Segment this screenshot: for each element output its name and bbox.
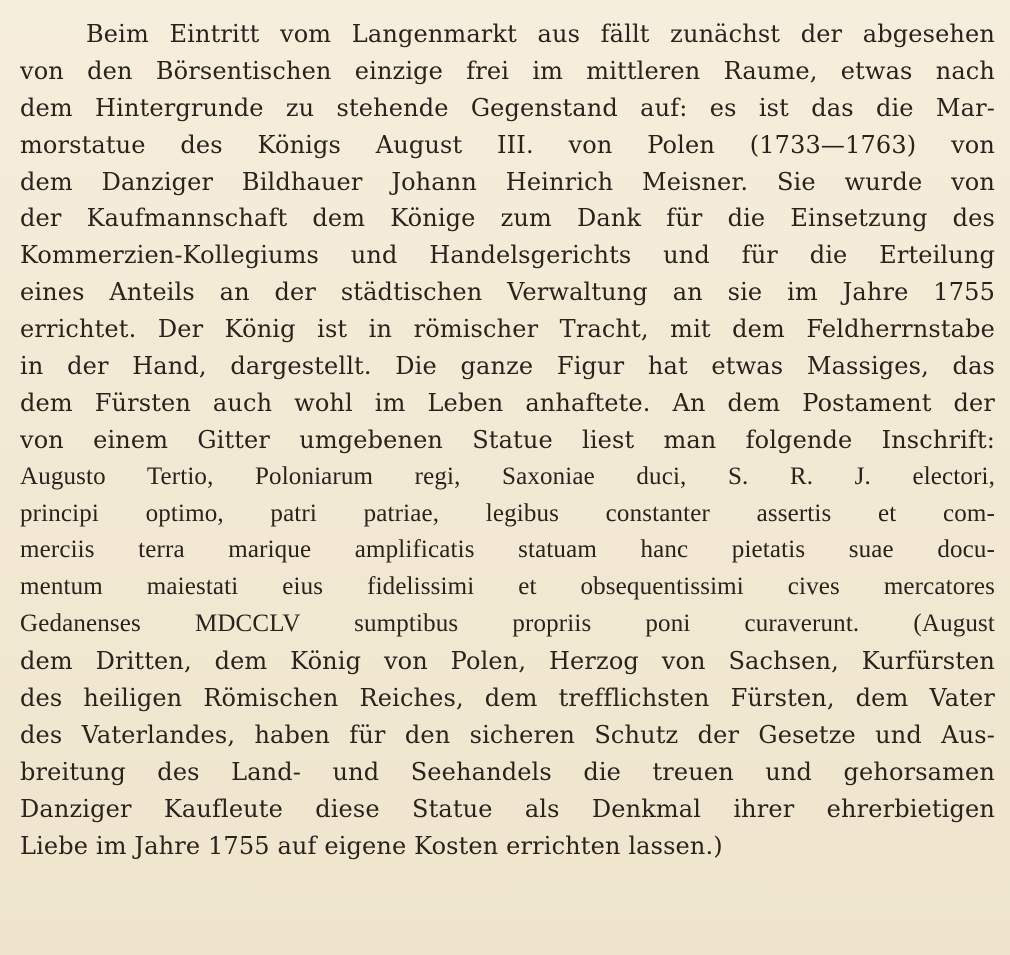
latin-inscription-line: Augusto Tertio, Poloniarum regi, Saxoniae duci, S. R. J. electori,	[20, 462, 995, 490]
text-line: morstatue des Königs August III. von Polen (1733—1763) von	[20, 130, 995, 159]
paragraph	[20, 16, 995, 864]
latin-inscription-line: mentum maiestati eius fidelissimi et obsequentissimi cives mercatores	[20, 573, 995, 601]
text-line: eines Anteils an der städtischen Verwaltung an sie im Jahre 1755	[20, 278, 995, 307]
text-line: dem Fürsten auch wohl im Leben anhaftete. An dem Postament der	[20, 388, 995, 417]
text-line: der Kaufmannschaft dem Könige zum Dank für die Einsetzung des	[20, 204, 995, 233]
text-line: Danziger Kaufleute diese Statue als Denkmal ihrer ehrerbietigen	[20, 794, 995, 823]
text-line: dem Dritten, dem König von Polen, Herzog von Sachsen, Kurfürsten	[20, 647, 995, 676]
text-line: Beim Eintritt vom Langenmarkt aus fällt zunächst der abgesehen	[86, 20, 995, 48]
latin-inscription-line: Gedanenses MDCCLV sumptibus propriis poni curaverunt. (August	[20, 610, 995, 638]
text-line: dem Hintergrunde zu stehende Gegenstand auf: es ist das die Mar-	[20, 93, 995, 122]
text-line: dem Danziger Bildhauer Johann Heinrich Meisner. Sie wurde von	[20, 167, 995, 196]
text-line: des heiligen Römischen Reiches, dem trefflichsten Fürsten, dem Vater	[20, 684, 995, 713]
text-line: breitung des Land- und Seehandels die treuen und gehorsamen	[20, 757, 995, 786]
text-line: in der Hand, dargestellt. Die ganze Figur hat etwas Massiges, das	[20, 352, 995, 381]
text-line: von den Börsentischen einzige frei im mittleren Raume, etwas nach	[20, 56, 995, 85]
text-line: Liebe im Jahre 1755 auf eigene Kosten errichten lassen.)	[20, 831, 723, 860]
text-line: des Vaterlandes, haben für den sicheren Schutz der Gesetze und Aus-	[20, 720, 995, 749]
latin-inscription-line: principi optimo, patri patriae, legibus constanter assertis et com-	[20, 499, 995, 527]
text-line: errichtet. Der König ist in römischer Tracht, mit dem Feldherrnstabe	[20, 315, 995, 344]
text-line: von einem Gitter umgebenen Statue liest man folgende Inschrift:	[20, 425, 995, 454]
text-line: Kommerzien-Kollegiums und Handelsgerichts und für die Erteilung	[20, 241, 995, 270]
latin-inscription-line: merciis terra marique amplificatis statuam hanc pietatis suae docu-	[20, 536, 995, 564]
